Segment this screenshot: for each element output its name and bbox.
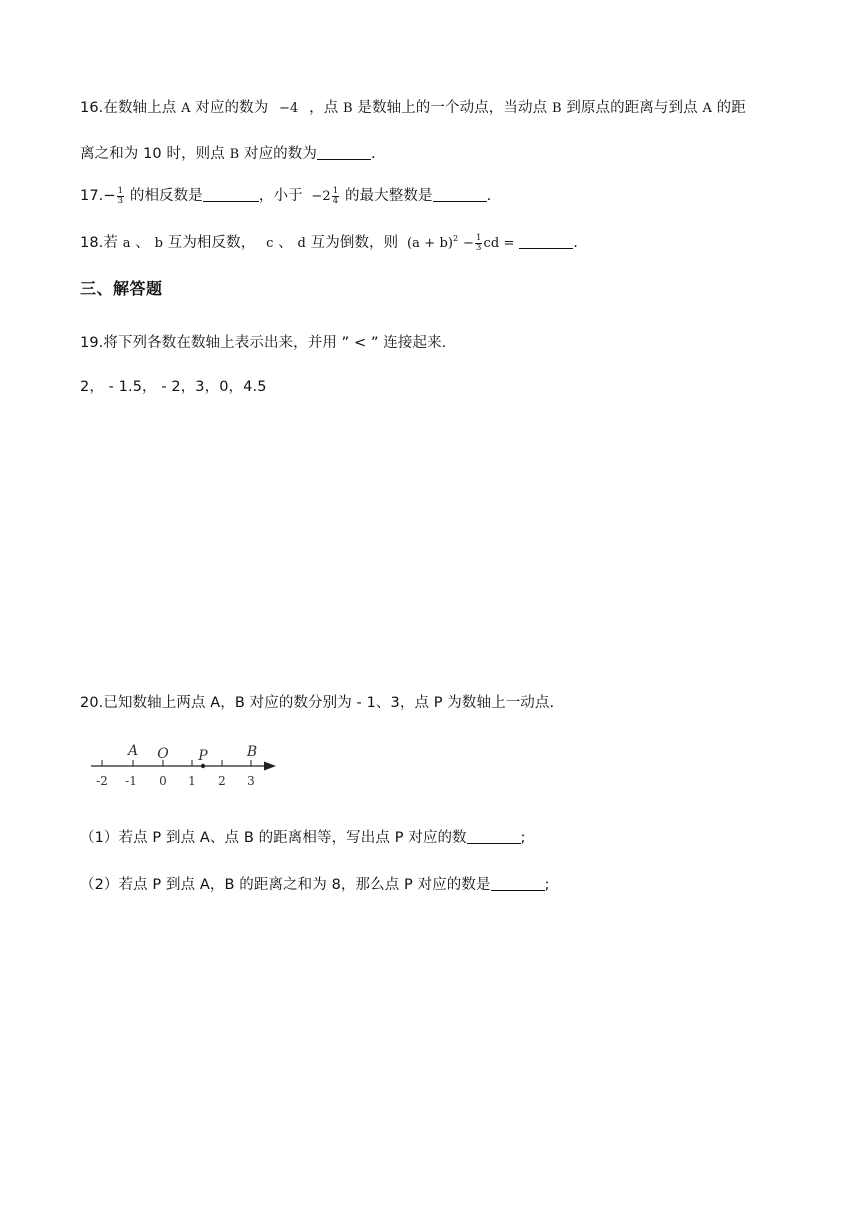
answer-blank[interactable] [467, 829, 521, 844]
q20-sub2-end: ; [544, 877, 550, 893]
q18-fraction: $\frac{1}{3}$ [475, 232, 482, 253]
point-p-dot [201, 764, 205, 768]
axis-ticks [102, 760, 251, 766]
number-line-diagram [86, 738, 286, 794]
answer-blank[interactable] [433, 187, 487, 202]
q16-line2 [80, 142, 376, 163]
point-label-b: B [246, 744, 258, 760]
q20-sub1-end: ; [520, 830, 526, 846]
q18-end: . [573, 235, 578, 251]
q18-expression: (a + b) [406, 236, 454, 251]
q16-point-b: B [343, 101, 353, 116]
q18-var-c: c [266, 236, 274, 251]
q18-separator: 、 [278, 235, 293, 251]
q18-exponent: 2 [453, 234, 459, 244]
answer-blank[interactable] [519, 234, 573, 249]
tick-label: 1 [188, 774, 196, 788]
q17-fraction: $\frac{1}{4}$ [332, 185, 339, 206]
q16-text: 到原点的距离与到点 [566, 100, 698, 116]
q17-text: 的相反数是 [129, 188, 203, 204]
tick-label: 3 [247, 774, 255, 788]
q19-line1: 19.将下列各数在数轴上表示出来，并用 ” < ” 连接起来. [80, 335, 447, 351]
q18-expression: cd = [483, 236, 515, 251]
answer-blank[interactable] [491, 876, 545, 891]
q18-prefix: 18.若 [80, 235, 118, 251]
q17-end: . [486, 188, 492, 204]
answer-blank[interactable] [317, 145, 371, 160]
q18-text: 互为倒数，则 [310, 235, 399, 251]
q20-sub1-text: （1）若点 P 到点 A、点 B 的距离相等，写出点 P 对应的数 [80, 830, 467, 846]
q18-minus: − [462, 236, 474, 251]
q17-line [80, 184, 491, 206]
q17-text: 的最大整数是 [344, 188, 433, 204]
q16-text: 对应的数为 [243, 146, 317, 162]
q20-sub2 [80, 873, 550, 894]
q16-point-a: A [702, 101, 712, 116]
q18-var-a: a [122, 236, 131, 251]
q16-line1 [80, 96, 746, 117]
q18-line [80, 231, 578, 253]
axis-arrow-icon [264, 762, 276, 771]
q17-prefix: 17.− [80, 188, 116, 204]
q16-point-b: B [551, 101, 562, 116]
section-title: 三、解答题 [80, 279, 163, 298]
answer-blank[interactable] [203, 187, 259, 202]
q16-text: 16.在数轴上点 [80, 100, 177, 116]
q16-point-b: B [229, 147, 240, 162]
q20-sub1 [80, 826, 526, 847]
q16-end: . [370, 146, 376, 162]
q16-text: 是数轴上的一个动点，当动点 [357, 100, 548, 116]
q20-sub2-text: （2）若点 P 到点 A，B 的距离之和为 8，那么点 P 对应的数是 [80, 877, 491, 893]
q16-value: −4 [279, 101, 299, 116]
tick-label: -1 [125, 774, 137, 788]
tick-label: 2 [218, 774, 226, 788]
q20-line1: 20.已知数轴上两点 A，B 对应的数分别为 - 1、3，点 P 为数轴上一动点. [80, 695, 555, 711]
q18-var-d: d [297, 236, 306, 251]
q16-text: ，点 [309, 100, 339, 116]
q16-text: 离之和为 10 时，则点 [80, 146, 225, 162]
point-label-p: P [198, 748, 208, 764]
q16-text: 的距 [716, 100, 746, 116]
q19-line2: 2， - 1.5， - 2，3，0，4.5 [80, 379, 267, 395]
tick-label: -2 [96, 774, 108, 788]
point-label-a: A [127, 743, 139, 759]
q18-var-b: b [154, 236, 164, 251]
point-label-o: O [157, 746, 169, 762]
tick-label: 0 [159, 774, 167, 788]
q16-text: 对应的数为 [195, 100, 269, 116]
q17-mixed-whole: −2 [311, 189, 331, 204]
q17-text: ，小于 [258, 188, 303, 204]
q18-separator: 、 [135, 235, 150, 251]
q17-fraction: $\frac{1}{3}$ [117, 185, 124, 206]
q16-point-a: A [181, 101, 191, 116]
q18-text: 互为相反数， [167, 235, 256, 251]
